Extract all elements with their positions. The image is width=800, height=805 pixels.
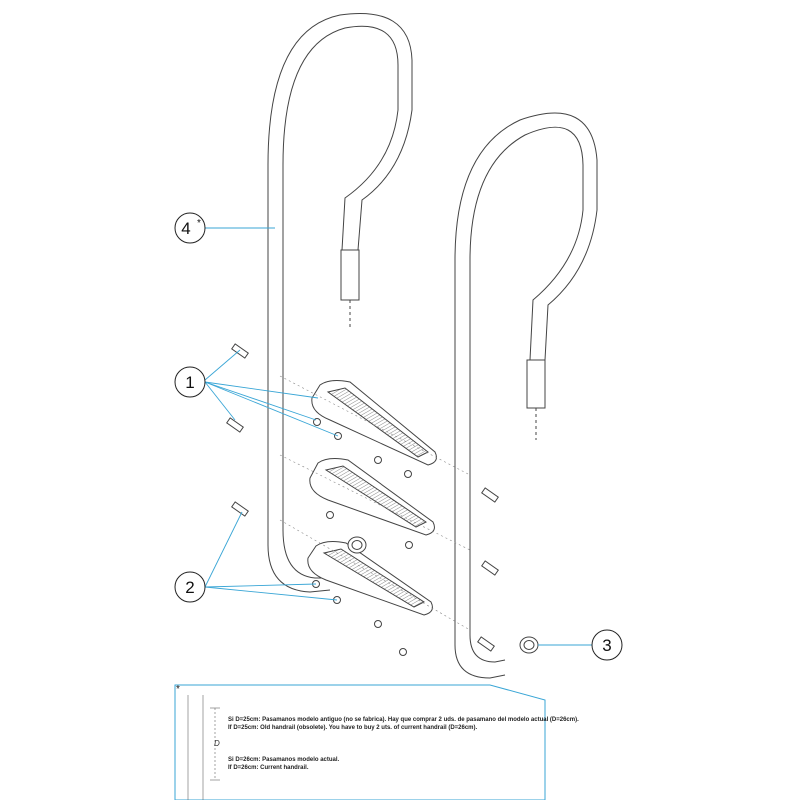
note-line-1: Si D=25cm: Pasamanos modelo antiguo (no se fabrica). Hay que comprar 2 uds. de pasamano del modelo actual (D=26cm). [228, 717, 579, 723]
nut-set [313, 419, 413, 656]
callout-4-star: * [197, 218, 201, 229]
callout-3-label: 3 [602, 636, 612, 655]
note-line-2: If D=25cm: Old handrail (obsolete). You have to buy 2 uts. of current handrail (D=26cm). [228, 725, 478, 731]
callout-1-label: 1 [185, 373, 195, 392]
step-middle [310, 459, 435, 535]
note-line-4: If D=26cm: Current handrail. [228, 765, 309, 771]
step-bottom [308, 542, 433, 615]
step-top [312, 381, 437, 465]
note-box [175, 685, 545, 800]
callout-4 [175, 213, 205, 243]
callout-4-label: 4 [181, 219, 191, 238]
callout-2 [175, 572, 205, 602]
callout-2-label: 2 [185, 578, 195, 597]
right-handrail [455, 113, 597, 678]
note-line-3: Si D=26cm: Pasamanos modelo actual. [228, 757, 340, 763]
callout-3 [592, 630, 622, 660]
dimension-label: D [214, 739, 220, 748]
callout-1 [175, 367, 205, 397]
note-marker: * [176, 684, 180, 695]
